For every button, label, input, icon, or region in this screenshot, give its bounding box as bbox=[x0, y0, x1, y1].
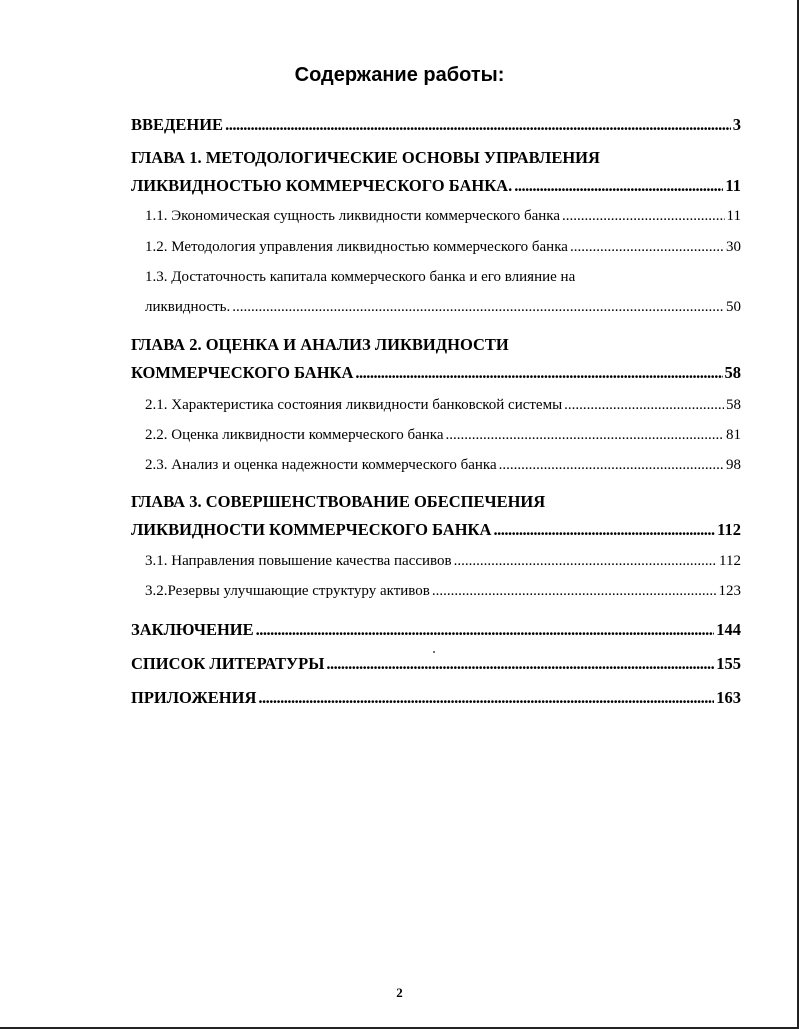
toc-dot-leader bbox=[514, 176, 723, 196]
toc-section-1-3-heading: 1.3. Достаточность капитала коммерческого банка и его влияние на bbox=[145, 269, 576, 285]
toc-entry-literature[interactable] bbox=[131, 654, 741, 674]
toc-chapter-3-heading: ГЛАВА 3. СОВЕРШЕНСТВОВАНИЕ ОБЕСПЕЧЕНИЯ bbox=[131, 492, 546, 511]
toc-dot-leader bbox=[432, 583, 717, 600]
toc-page-number: 58 bbox=[726, 397, 741, 413]
toc-entry-label: 1.2. Методология управления ликвидностью коммерческого банка bbox=[145, 239, 568, 255]
toc-page-number: 58 bbox=[724, 363, 741, 382]
toc-dot-leader bbox=[258, 688, 714, 708]
toc-entry-label: 3.1. Направления повышение качества пассивов bbox=[145, 553, 452, 569]
toc-entry-label: ликвидность. bbox=[145, 299, 231, 315]
toc-page-number: 163 bbox=[716, 688, 741, 707]
toc-entry-label: СПИСОК ЛИТЕРАТУРЫ bbox=[131, 654, 325, 673]
toc-entry-label: ЛИКВИДНОСТЬЮ КОММЕРЧЕСКОГО БАНКА. bbox=[131, 176, 513, 195]
toc-entry-section-3-2[interactable] bbox=[145, 583, 741, 600]
toc-dot-leader bbox=[256, 620, 715, 640]
toc-dot-leader bbox=[225, 115, 731, 135]
toc-entry-label: КОММЕРЧЕСКОГО БАНКА bbox=[131, 363, 354, 382]
toc-dot-leader bbox=[562, 208, 725, 225]
toc-entry-section-2-3[interactable] bbox=[145, 457, 741, 474]
toc-entry-label: ВВЕДЕНИЕ bbox=[131, 115, 224, 134]
toc-dot-leader bbox=[570, 239, 724, 256]
toc-entry-label: 3.2.Резервы улучшающие структуру активов bbox=[145, 583, 430, 599]
toc-entry-chapter-3[interactable] bbox=[131, 520, 741, 540]
toc-chapter-2-heading: ГЛАВА 2. ОЦЕНКА И АНАЛИЗ ЛИКВИДНОСТИ bbox=[131, 335, 509, 354]
toc-entry-intro[interactable] bbox=[131, 115, 741, 135]
toc-dot-leader bbox=[232, 299, 724, 316]
toc-page-number: 123 bbox=[718, 583, 741, 599]
toc-entry-label: ПРИЛОЖЕНИЯ bbox=[131, 688, 257, 707]
toc-dot-leader bbox=[454, 553, 717, 570]
toc-page-number: 112 bbox=[717, 520, 741, 539]
toc-dot-leader bbox=[499, 457, 724, 474]
toc-page-number: 50 bbox=[726, 299, 741, 315]
toc-entry-section-1-2[interactable] bbox=[145, 239, 741, 256]
toc-dot-leader bbox=[493, 520, 715, 540]
toc-entry-section-2-1[interactable] bbox=[145, 397, 741, 414]
toc-entry-label: ЛИКВИДНОСТИ КОММЕРЧЕСКОГО БАНКА bbox=[131, 520, 492, 539]
toc-entry-conclusion[interactable] bbox=[131, 620, 741, 640]
toc-entry-label: 2.3. Анализ и оценка надежности коммерческого банка bbox=[145, 457, 497, 473]
toc-dot-leader bbox=[564, 397, 724, 414]
toc-entry-label: 2.2. Оценка ликвидности коммерческого банка bbox=[145, 427, 444, 443]
toc-entry-appendix[interactable] bbox=[131, 688, 741, 708]
toc-page-number: 30 bbox=[726, 239, 741, 255]
toc-page-number: 81 bbox=[726, 427, 741, 443]
toc-entry-section-1-1[interactable] bbox=[145, 208, 741, 225]
page-number: 2 bbox=[396, 985, 403, 1000]
toc-chapter-1-heading: ГЛАВА 1. МЕТОДОЛОГИЧЕСКИЕ ОСНОВЫ УПРАВЛЕНИЯ bbox=[131, 148, 600, 167]
toc-page-number: 3 bbox=[732, 115, 741, 134]
toc-entry-label: 1.1. Экономическая сущность ликвидности коммерческого банка bbox=[145, 208, 561, 224]
toc-entry-section-2-2[interactable] bbox=[145, 427, 741, 444]
toc-page-number: 155 bbox=[716, 654, 741, 673]
toc-entry-label: ЗАКЛЮЧЕНИЕ bbox=[131, 620, 254, 639]
toc-page-number: 144 bbox=[716, 620, 741, 639]
scan-speck bbox=[433, 651, 435, 653]
toc-entry-label: 2.1. Характеристика состояния ликвидности банковской системы bbox=[145, 397, 563, 413]
toc-entry-chapter-1[interactable] bbox=[131, 176, 741, 196]
toc-entry-section-1-3[interactable] bbox=[145, 299, 741, 316]
toc-page-number: 98 bbox=[726, 457, 741, 473]
toc-entry-chapter-2[interactable] bbox=[131, 363, 741, 383]
toc-dot-leader bbox=[326, 654, 714, 674]
document-title: Содержание работы: bbox=[294, 64, 505, 86]
toc-page-number: 11 bbox=[725, 176, 741, 195]
toc-page-number: 11 bbox=[726, 208, 741, 224]
toc-entry-section-3-1[interactable] bbox=[145, 553, 741, 570]
toc-dot-leader bbox=[446, 427, 724, 444]
toc-dot-leader bbox=[355, 363, 722, 383]
toc-page-number: 112 bbox=[719, 553, 741, 569]
